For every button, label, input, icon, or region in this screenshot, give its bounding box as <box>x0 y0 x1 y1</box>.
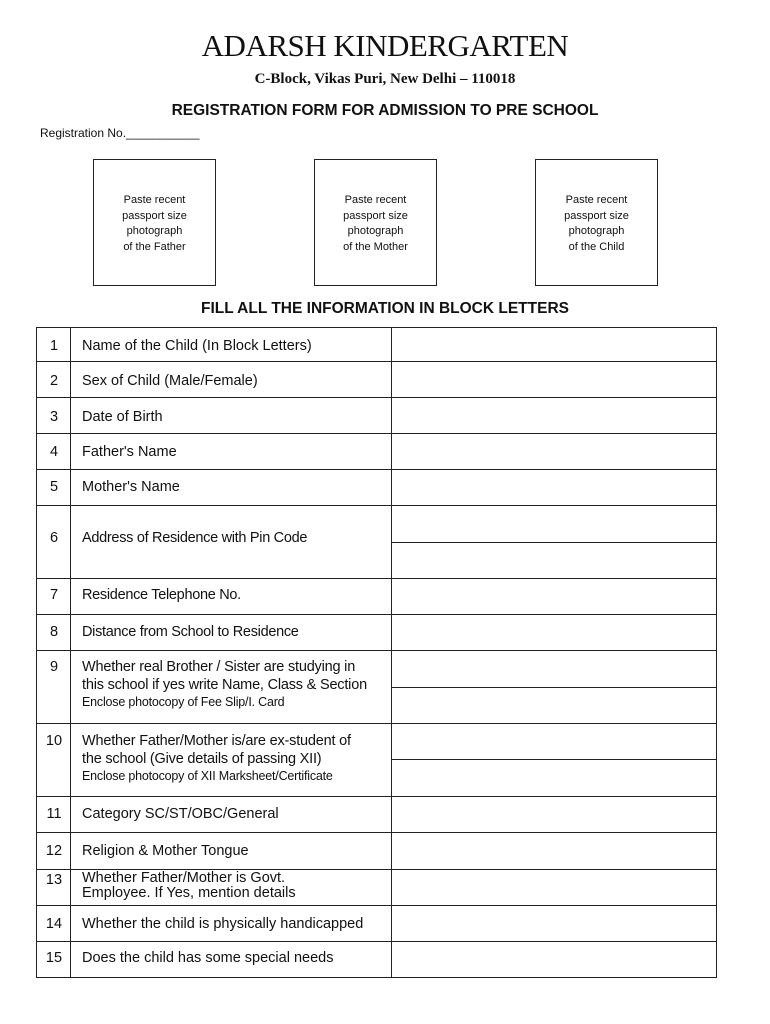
address-line-2-field[interactable] <box>393 543 716 578</box>
mother-name-field[interactable] <box>393 470 716 505</box>
handicapped-field[interactable] <box>393 906 716 941</box>
sibling-line-1-field[interactable] <box>393 651 716 687</box>
special-needs-label: Does the child has some special needs <box>82 950 334 966</box>
special-needs-field[interactable] <box>393 942 716 977</box>
father-name-label: Father's Name <box>82 444 177 460</box>
child-photo-instructions: Paste recent passport size photograph of the Child <box>564 194 629 253</box>
parent-alumni-line-2-field[interactable] <box>393 760 716 796</box>
mother-photo-box[interactable] <box>314 159 437 286</box>
address-label: Address of Residence with Pin Code <box>82 530 308 546</box>
row-number: 12 <box>45 843 63 859</box>
child-name-field[interactable] <box>393 328 716 361</box>
school-name: ADARSH KINDERGARTEN <box>201 28 569 63</box>
govt-employee-field[interactable] <box>393 870 716 905</box>
row-number: 13 <box>45 872 63 888</box>
mother-photo-instructions: Paste recent passport size photograph of the Mother <box>343 194 408 253</box>
registration-table <box>36 327 717 978</box>
row-number: 1 <box>49 338 59 354</box>
row-number: 10 <box>45 733 63 749</box>
child-sex-label: Sex of Child (Male/Female) <box>82 373 258 389</box>
school-address: C-Block, Vikas Puri, New Delhi – 110018 <box>254 71 516 87</box>
sibling-label: Whether real Brother / Sister are studying in this school if yes write Name, Class & Section Enclose photocopy of Fee Slip/I. Card <box>82 659 367 709</box>
block-letters-instruction: FILL ALL THE INFORMATION IN BLOCK LETTERS <box>201 300 569 317</box>
distance-label: Distance from School to Residence <box>82 624 299 640</box>
date-of-birth-field[interactable] <box>393 398 716 433</box>
father-photo-box[interactable] <box>93 159 216 286</box>
row-number: 5 <box>49 479 59 495</box>
category-field[interactable] <box>393 797 716 832</box>
sibling-line-2-field[interactable] <box>393 688 716 723</box>
child-name-label: Name of the Child (In Block Letters) <box>82 338 312 354</box>
row-number: 11 <box>46 806 62 822</box>
parent-alumni-label: Whether Father/Mother is/are ex-student of the school (Give details of passing XII) Enclose photocopy of XII Marksheet/Certificate <box>82 733 351 783</box>
religion-label: Religion & Mother Tongue <box>82 843 249 859</box>
address-line-1-field[interactable] <box>393 506 716 542</box>
registration-number-field[interactable]: Registration No.___________ <box>40 126 200 140</box>
row-number: 3 <box>49 409 59 425</box>
child-photo-box[interactable] <box>535 159 658 286</box>
parent-alumni-line-1-field[interactable] <box>393 724 716 759</box>
category-label: Category SC/ST/OBC/General <box>82 806 279 822</box>
row-number: 7 <box>49 587 59 603</box>
row-number: 2 <box>49 373 59 389</box>
row-number: 8 <box>49 624 59 640</box>
handicapped-label: Whether the child is physically handicapped <box>82 916 364 932</box>
date-of-birth-label: Date of Birth <box>82 409 163 425</box>
row-number: 4 <box>49 444 59 460</box>
row-number: 9 <box>49 659 59 675</box>
form-title: REGISTRATION FORM FOR ADMISSION TO PRE SCHOOL <box>171 102 599 119</box>
religion-field[interactable] <box>393 833 716 869</box>
answer-column-divider <box>391 328 392 977</box>
telephone-label: Residence Telephone No. <box>82 587 241 603</box>
father-name-field[interactable] <box>393 434 716 469</box>
row-number: 14 <box>45 916 63 932</box>
row-number: 15 <box>45 950 63 966</box>
child-sex-field[interactable] <box>393 362 716 397</box>
row-number: 6 <box>49 530 59 546</box>
govt-employee-label: Whether Father/Mother is Govt. Employee. If Yes, mention details <box>82 870 296 901</box>
mother-name-label: Mother's Name <box>82 479 180 495</box>
father-photo-instructions: Paste recent passport size photograph of the Father <box>122 194 187 253</box>
telephone-field[interactable] <box>393 579 716 614</box>
distance-field[interactable] <box>393 615 716 650</box>
